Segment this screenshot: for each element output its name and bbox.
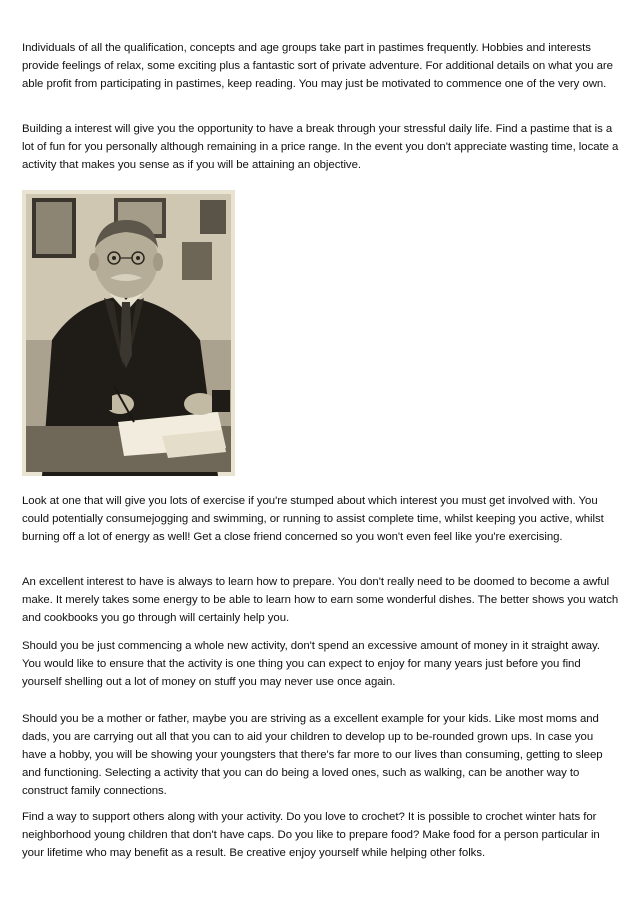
paragraph-exercise: Look at one that will give you lots of exercise if you're stumped about which interest you must get involved with. You could potentially consumejogging and swimming, or running to assist complete time, whilst keeping you active, whilst burning off a lot of energy as well! Get a close friend concerned so you won't even feel like you're exercising. — [22, 495, 604, 543]
paragraph-cooking: An excellent interest to have is always to learn how to prepare. You don't really need to be doomed to become a awful make. It merely takes some energy to be able to learn how to earn some wonderful dishes. The better shows you watch and cookbooks you go through will certainly help you. — [22, 576, 619, 624]
paragraph-helping-others: Find a way to support others along with your activity. Do you love to crochet? It is possible to crochet winter hats for neighborhood young children that don't have caps. Do you like to prepare food? Make food for a person particular in your lifetime who may benefit as a result. Be creative enjoy yourself while helping other folks. — [22, 811, 600, 859]
paragraph-interest-break: Building a interest will give you the opportunity to have a break through your stressful daily life. Find a pastime that is a lot of fun for you personally although remaining in a price range. In the event you don't appreciate wasting time, locate a activity that makes you sense as if you will be attaining an objective. — [22, 123, 619, 171]
portrait-illustration — [22, 190, 235, 476]
vintage-portrait-photo — [22, 190, 235, 476]
paragraph-spending: Should you be just commencing a whole new activity, don't spend an excessive amount of money in it straight away. You would like to ensure that the activity is one thing you can expect to enjoy for many years just before you find yourself shelling out a lot of money on stuff you may never use once again. — [22, 640, 600, 688]
paragraph-intro: Individuals of all the qualification, concepts and age groups take part in pastimes frequently. Hobbies and interests provide feelings of relax, some exciting plus a fantastic sort of private adventure. For additional details on what you are able profit from participating in pastimes, keep reading. You may just be motivated to commence one of the very own. — [22, 42, 613, 90]
paragraph-parents: Should you be a mother or father, maybe you are striving as a excellent example for your kids. Like most moms and dads, you are carrying out all that you can to aid your children to develop up to be-rounded grown ups. In case you have a hobby, you will be showing your youngsters that there's far more to our lives than consuming, getting to sleep and functioning. Selecting a activity that you can do being a loved ones, such as walking, can be another way to construct family connections. — [22, 713, 603, 797]
